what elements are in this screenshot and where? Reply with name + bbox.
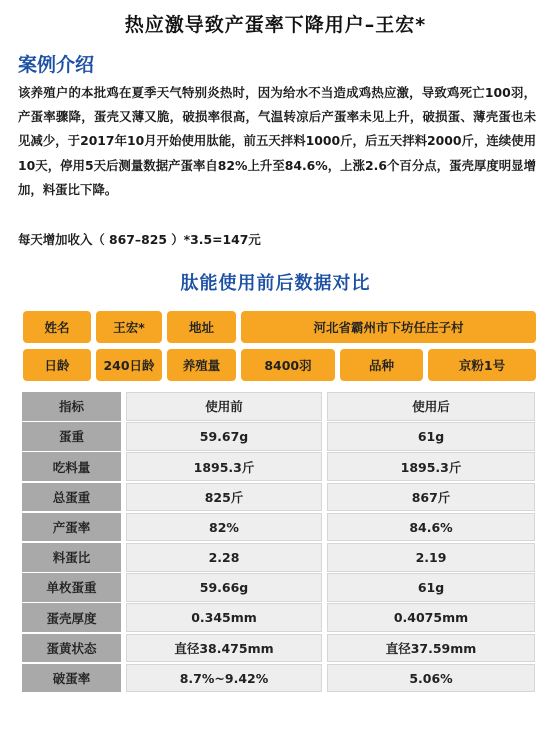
scale-value: 8400羽 [241, 349, 335, 381]
table-header-cell: 使用前 [126, 392, 322, 421]
table-cell: 2.19 [327, 543, 535, 572]
table-row-label: 破蛋率 [22, 664, 121, 693]
table-title: 肽能使用前后数据对比 [180, 273, 371, 294]
table-row-label: 吃料量 [22, 452, 121, 481]
table-cell: 867斤 [327, 483, 535, 512]
breed-label: 品种 [340, 349, 423, 381]
age-label: 日龄 [23, 349, 91, 381]
income-formula: 每天增加收入（ 867–825 ）*3.5=147元 [18, 232, 261, 247]
table-row-label: 单枚蛋重 [22, 573, 121, 602]
table-cell: 8.7%~9.42% [126, 664, 322, 693]
table-cell: 2.28 [126, 543, 322, 572]
table-cell: 直径37.59mm [327, 634, 535, 663]
table-cell: 1895.3斤 [327, 452, 535, 481]
table-row-label: 蛋壳厚度 [22, 603, 121, 632]
table-cell: 61g [327, 573, 535, 602]
address-value: 河北省霸州市下坊任庄子村 [241, 311, 536, 343]
table-row-label: 产蛋率 [22, 513, 121, 542]
case-heading: 案例介绍 [18, 54, 95, 76]
table-row-label: 蛋黄状态 [22, 634, 121, 663]
table-cell: 直径38.475mm [126, 634, 322, 663]
table-row-label: 料蛋比 [22, 543, 121, 572]
table-cell: 82% [126, 513, 322, 542]
table-cell: 0.345mm [126, 603, 322, 632]
table-cell: 84.6% [327, 513, 535, 542]
table-cell: 59.67g [126, 422, 322, 451]
age-value: 240日龄 [96, 349, 162, 381]
table-cell: 1895.3斤 [126, 452, 322, 481]
case-description: 该养殖户的本批鸡在夏季天气特别炎热时，因为给水不当造成鸡热应激，导致鸡死亡100羽，产蛋率骤降，蛋壳又薄又脆，破损率很高，气温转凉后产蛋率未见上升，破损蛋、薄壳蛋也未见减少，于2017年10月开始使用肽能，前五天拌料1000斤，后五天拌料2000斤，连续使用10天，停用5天后测量数据产蛋率自82%上升至84.6%，上涨2.6个百分点，蛋壳厚度明显增加，料蛋比下降。 [18, 85, 536, 197]
table-row-label: 蛋重 [22, 422, 121, 451]
table-cell: 825斤 [126, 483, 322, 512]
table-header-cell: 使用后 [327, 392, 535, 421]
name-value: 王宏* [96, 311, 162, 343]
address-label: 地址 [167, 311, 236, 343]
breed-value: 京粉1号 [428, 349, 536, 381]
scale-label: 养殖量 [167, 349, 236, 381]
name-label: 姓名 [23, 311, 91, 343]
table-cell: 61g [327, 422, 535, 451]
page-title: 热应激导致产蛋率下降用户–王宏* [124, 14, 427, 36]
table-header-cell: 指标 [22, 392, 121, 421]
table-cell: 59.66g [126, 573, 322, 602]
table-cell: 0.4075mm [327, 603, 535, 632]
table-cell: 5.06% [327, 664, 535, 693]
table-row-label: 总蛋重 [22, 483, 121, 512]
